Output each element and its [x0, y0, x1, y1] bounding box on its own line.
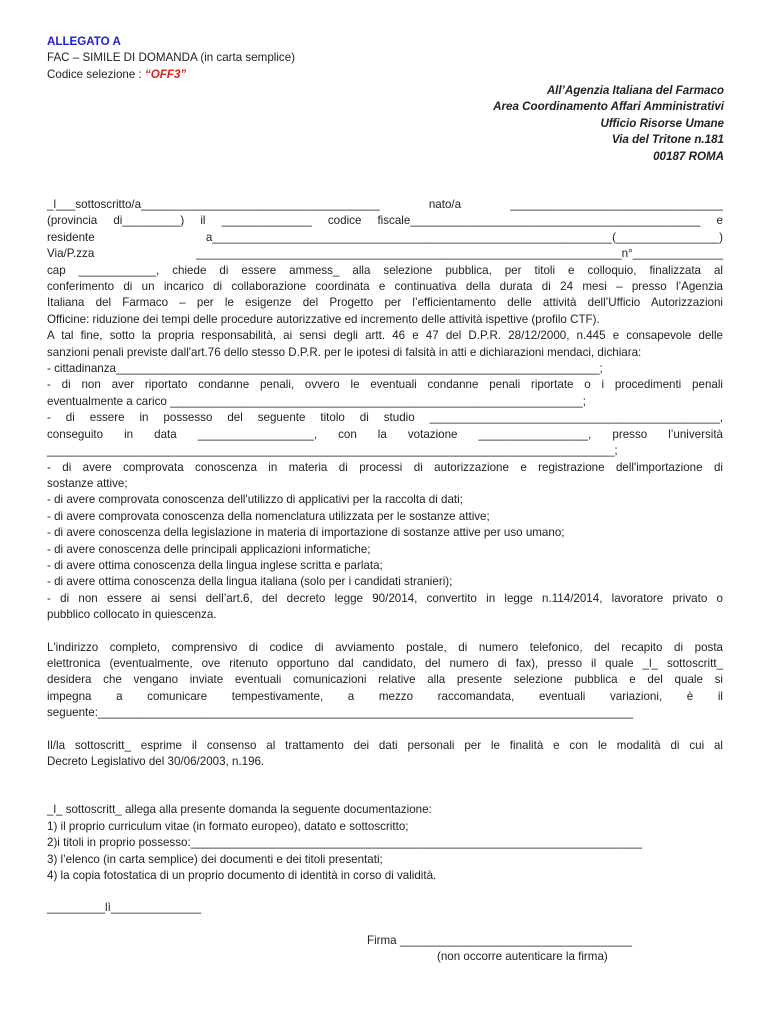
attachments-intro: _l_ sottoscritt_ allega alla presente domanda la seguente documentazione:: [47, 803, 432, 817]
body-line: _l___sottoscritto/a_____________________________________ nato/a _________________________________: [47, 198, 723, 211]
body-line: - di avere conoscenza delle principali applicazioni informatiche;: [47, 542, 371, 556]
address-line: Area Coordinamento Affari Amministrativi: [493, 100, 724, 114]
body-line: seguente:___________________________________________________________________________________: [47, 706, 634, 720]
body-line: L'indirizzo completo, comprensivo di codice di avviamento postale, di numero telefonico, del recapito di posta: [47, 640, 723, 654]
body-line: - di avere conoscenza della legislazione in materia di importazione di sostanze attive per uso umano;: [47, 526, 565, 540]
codice-value: “OFF3”: [144, 67, 187, 81]
address-line: All’Agenzia Italiana del Farmaco: [546, 84, 724, 97]
address-line: 00187 ROMA: [653, 149, 724, 163]
document-header: [47, 34, 295, 83]
application-body: [47, 197, 723, 917]
codice-selezione: [47, 67, 295, 83]
attachment-item: 2)i titoli in proprio possesso:______________________________________________________________________: [47, 836, 643, 850]
address-line: Via del Tritone n.181: [611, 133, 724, 147]
fac-simile-title: FAC – SIMILE DI DOMANDA (in carta semplice): [47, 51, 296, 65]
body-line: Italiana del Farmaco – per le esigenze del Progetto per l’efficientamento delle attività dell’Ufficio Autorizzazioni: [47, 296, 723, 310]
body-line: sostanze attive;: [47, 476, 128, 490]
attachment-item: 3) l’elenco (in carta semplice) dei documenti e dei titoli presentati;: [47, 852, 383, 866]
codice-label: Codice selezione :: [47, 67, 145, 81]
body-line: cap ____________, chiede di essere ammess_ alla selezione pubblica, per titoli e colloquio, finalizzata al: [47, 263, 723, 277]
attachment-item: 1) il proprio curriculum vitae (in formato europeo), datato e sottoscritto;: [47, 819, 409, 833]
body-line: - di avere comprovata conoscenza della nomenclatura utilizzata per le sostanze attive;: [47, 509, 490, 523]
body-line: - di non essere ai sensi dell’art.6, del decreto legge 90/2014, convertito in legge n.114/2014, lavoratore privato o: [47, 591, 723, 605]
body-line: Decreto Legislativo del 30/06/2003, n.196.: [47, 755, 265, 768]
signature-line: Firma ____________________________________: [367, 934, 632, 947]
body-line: - di non aver riportato condanne penali, ovvero le eventuali condanne penali riportate o i procedimenti penali: [47, 378, 723, 392]
body-line: - di essere in possesso del seguente titolo di studio _____________________________________________,: [47, 411, 723, 425]
body-line: ________________________________________________________________________________________;: [47, 444, 618, 458]
body-line: eventualmente a carico ________________________________________________________________;: [47, 394, 586, 408]
address-line: Ufficio Risorse Umane: [600, 116, 724, 130]
body-line: impegna a comunicare tempestivamente, a mezzo raccomandata, eventuali variazioni, è il: [47, 689, 723, 703]
signature-note: (non occorre autenticare la firma): [437, 950, 608, 963]
body-line: pubblico collocato in quiescenza.: [47, 608, 217, 622]
body-line: Il/la sottoscritt_ esprime il consenso al trattamento dei dati personali per le finalità e con le modalità di cui al: [47, 738, 723, 752]
cittadinanza-line: - cittadinanza___________________________________________________________________________;: [47, 362, 603, 376]
body-line: - di avere comprovata conoscenza in materia di processi di autorizzazione e registrazione dell'importazione di: [47, 460, 723, 474]
body-line: elettronica (eventualmente, ove ritenuto opportuno dal candidato, del numero di fax), presso il quale _l_ sottoscritt_: [47, 656, 723, 670]
body-line: desidera che vengano inviate eventuali comunicazioni relative alla presente selezione pubblica e del quale si: [47, 673, 723, 687]
body-line: Officine: riduzione dei tempi delle procedure autorizzative ed incremento delle attività ispettive (profilo CTF).: [47, 312, 600, 326]
body-line: Via/P.zza __________________________________________________________________n°______________: [47, 247, 723, 261]
body-line: conferimento di un incarico di collaborazione coordinata e continuativa della durata di 24 mesi – presso l’Agenzia: [47, 280, 723, 294]
attachment-item: 4) la copia fotostatica di un proprio documento di identità in corso di validità.: [47, 869, 437, 883]
body-line: residente a______________________________________________________________(________________): [47, 230, 723, 244]
body-line: sanzioni penali previste dall'art.76 dello stesso D.P.R. per le ipotesi di falsità in atti e dichiarazioni mendaci, dichiara:: [47, 345, 642, 359]
body-line: - di avere ottima conoscenza della lingua italiana (solo per i candidati stranieri);: [47, 575, 453, 589]
recipient-address: [493, 83, 724, 165]
body-line: A tal fine, sotto la propria responsabilità, ai sensi degli artt. 46 e 47 del D.P.R. 28/12/2000, n.445 e consapevole delle: [47, 329, 723, 343]
body-line: conseguito in data __________________, con la votazione _________________, presso l’università: [47, 427, 723, 441]
body-line: - di avere ottima conoscenza della lingua inglese scritta e parlata;: [47, 558, 383, 572]
body-line: (provincia di_________) il ______________ codice fiscale_____________________________________________ e: [47, 214, 723, 228]
place-date-line: _________lì______________: [47, 901, 202, 915]
allegato-label: ALLEGATO A: [47, 35, 121, 48]
body-line: - di avere comprovata conoscenza dell'utilizzo di applicativi per la raccolta di dati;: [47, 493, 463, 507]
